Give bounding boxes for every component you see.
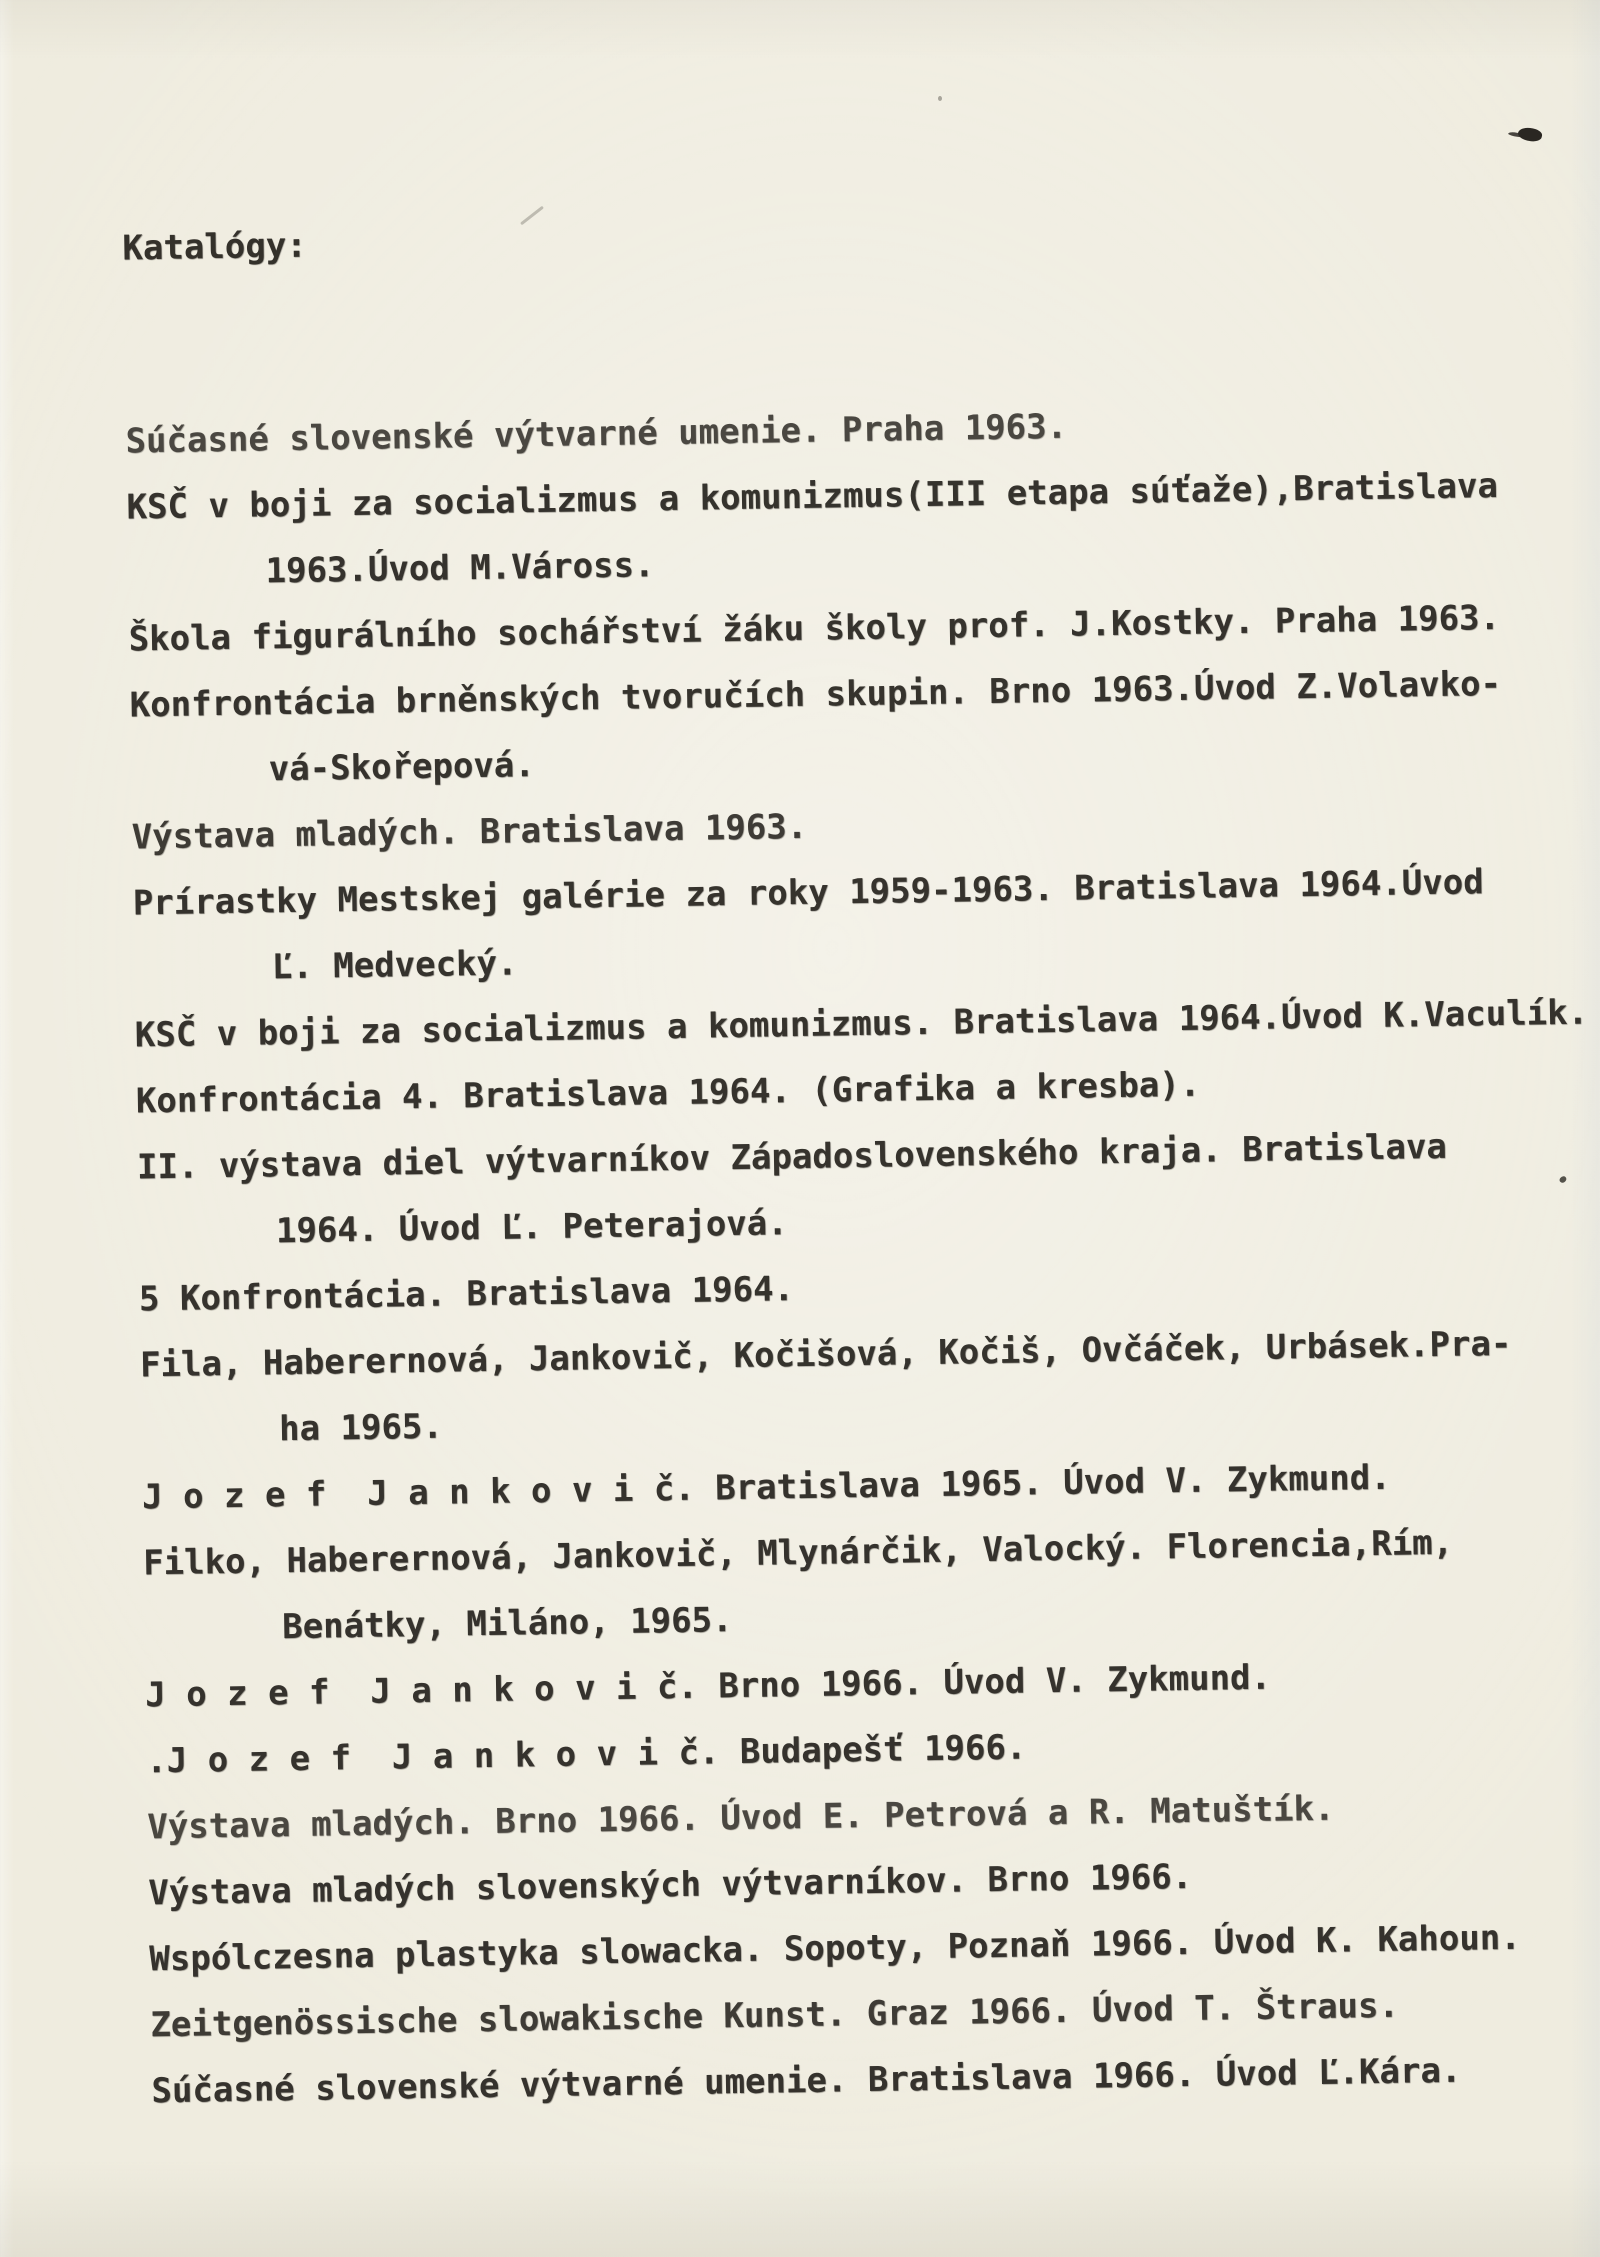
paper-speck — [938, 96, 942, 101]
page-title: Katalógy: — [122, 225, 308, 269]
catalogue-entry: Škola figurálního sochářství žáku školy prof. J.Kostky. Praha 1963. — [128, 597, 1501, 660]
catalogue-entry: Prírastky Mestskej galérie za roky 1959-1963. Bratislava 1964.Úvod — [132, 862, 1484, 924]
catalogue-entry: Súčasné slovenské výtvarné umenie. Praha 1963. — [125, 406, 1068, 462]
catalogue-entry: Konfrontácia 4. Bratislava 1964. (Grafika a kresba). — [135, 1064, 1201, 1122]
catalogue-entry-continuation: Benátky, Miláno, 1965. — [281, 1600, 733, 1648]
catalogue-entry: KSČ v boji za socializmus a komunizmus(III etapa súťaže),Bratislava — [126, 465, 1499, 528]
catalogue-entry-continuation: ha 1965. — [278, 1406, 444, 1450]
catalogue-entry: Fila, Haberernová, Jankovič, Kočišová, Kočiš, Ovčáček, Urbásek.Pra- — [139, 1323, 1512, 1386]
catalogue-entry: Súčasné slovenské výtvarné umenie. Bratislava 1966. Úvod Ľ.Kára. — [151, 2050, 1462, 2112]
catalogue-entry: .J o z e f J a n k o v i č. Budapešť 1966. — [145, 1727, 1027, 1782]
catalogue-entry-continuation: vá-Skořepová. — [268, 745, 536, 790]
catalogue-entry: Výstava mladých. Brno 1966. Úvod E. Petrová a R. Matuštík. — [146, 1788, 1335, 1848]
catalogue-list — [125, 386, 1600, 2125]
catalogue-entry: Konfrontácia brněnských tvoručích skupin. Brno 1963.Úvod Z.Volavko- — [129, 663, 1502, 726]
catalogue-entry: 5 Konfrontácia. Bratislava 1964. — [138, 1269, 795, 1320]
catalogue-entry-continuation: Ľ. Medvecký. — [271, 943, 518, 988]
catalogue-entry: J o z e f J a n k o v i č. Brno 1966. Úvod V. Zykmund. — [144, 1657, 1272, 1716]
catalogue-entry: Zeitgenössische slowakische Kunst. Graz 1966. Úvod T. Štraus. — [150, 1985, 1400, 2046]
catalogue-entry: Wspólczesna plastyka slowacka. Sopoty, Poznaň 1966. Úvod K. Kahoun. — [149, 1917, 1522, 1980]
catalogue-entry: Filko, Haberernová, Jankovič, Mlynárčik, Valocký. Florencia,Rím, — [142, 1522, 1454, 1584]
catalogue-entry-continuation: 1963.Úvod M.Váross. — [265, 545, 655, 592]
catalogue-entry: Výstava mladých slovenských výtvarníkov. Brno 1966. — [148, 1856, 1193, 1914]
catalogue-entry: KSČ v boji za socializmus a komunizmus. Bratislava 1964.Úvod K.Vaculík. — [134, 992, 1589, 1056]
catalogue-entry-continuation: 1964. Úvod Ľ. Peterajová. — [275, 1203, 788, 1252]
catalogue-entry: J o z e f J a n k o v i č. Bratislava 1965. Úvod V. Zykmund. — [141, 1457, 1391, 1518]
catalogue-entry: Výstava mladých. Bratislava 1963. — [131, 806, 808, 858]
catalogue-entry: II. výstava diel výtvarníkov Západoslovenského kraja. Bratislava — [136, 1126, 1448, 1188]
